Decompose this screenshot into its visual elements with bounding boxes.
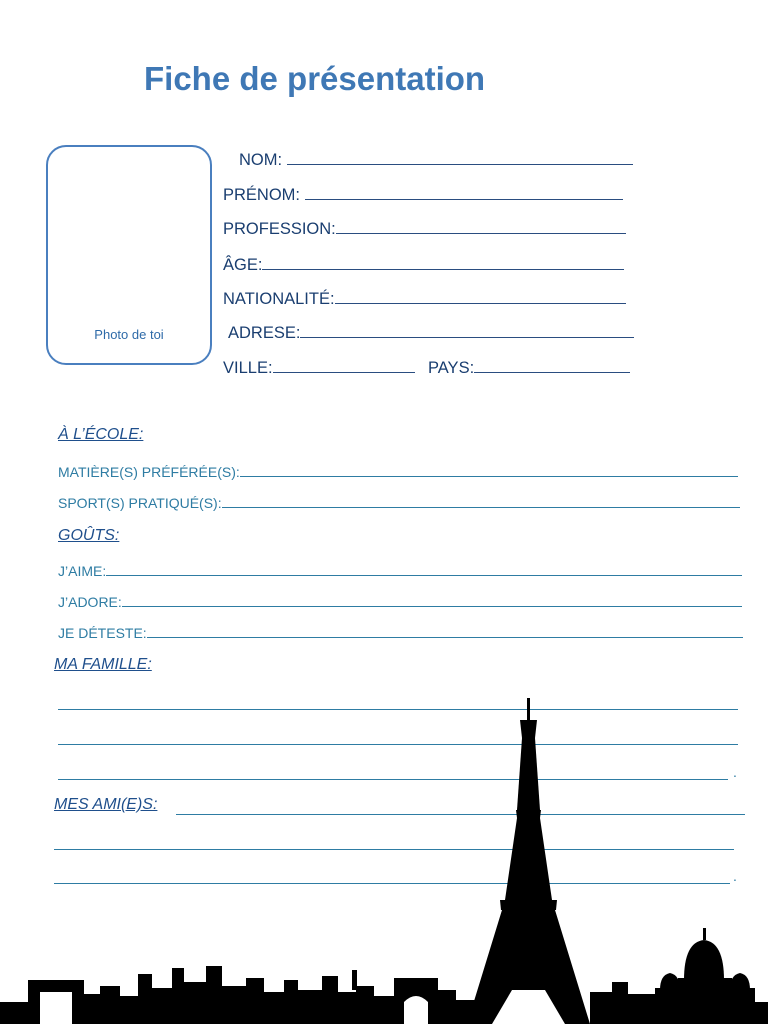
famille-heading: MA FAMILLE:: [54, 656, 152, 673]
age-label: ÂGE:: [223, 256, 263, 274]
pays-field[interactable]: [428, 357, 630, 378]
aime-line[interactable]: [106, 562, 742, 576]
nom-label: NOM:: [239, 151, 283, 169]
basilica-icon: [655, 928, 768, 1024]
photo-box[interactable]: [46, 145, 212, 365]
ville-line[interactable]: [273, 357, 415, 373]
sports-label: SPORT(S) PRATIQUÉ(S):: [58, 495, 222, 511]
matieres-field[interactable]: [58, 463, 738, 481]
eiffel-tower-icon: [467, 698, 590, 1024]
nationalite-label: NATIONALITÉ:: [223, 290, 335, 308]
adresse-line[interactable]: [300, 322, 634, 338]
deteste-field[interactable]: [58, 624, 743, 642]
nationalite-field[interactable]: [223, 288, 626, 309]
arc-de-triomphe-icon: [394, 978, 438, 1024]
profession-label: PROFESSION:: [223, 220, 336, 238]
sports-line[interactable]: [222, 494, 740, 508]
prenom-line[interactable]: [305, 184, 623, 200]
sports-field[interactable]: [58, 494, 740, 512]
pays-line[interactable]: [474, 357, 630, 373]
nom-line[interactable]: [287, 149, 633, 165]
amis-heading: MES AMI(E)S:: [54, 796, 158, 813]
matieres-line[interactable]: [240, 463, 738, 477]
grande-arche-icon: [28, 980, 84, 1024]
deteste-line[interactable]: [147, 624, 743, 638]
page-title: Fiche de présentation: [144, 60, 486, 97]
prenom-field[interactable]: [223, 184, 623, 205]
deteste-label: JE DÉTESTE:: [58, 625, 147, 641]
adore-line[interactable]: [122, 593, 742, 607]
aime-label: J’AIME:: [58, 563, 107, 579]
pays-label: PAYS:: [428, 359, 475, 377]
adresse-label: ADRESE:: [228, 324, 301, 342]
adore-label: J’ADORE:: [58, 594, 122, 610]
famille-end-mark: .: [733, 764, 737, 780]
profession-field[interactable]: [223, 218, 626, 239]
nationalite-line[interactable]: [335, 288, 626, 304]
nom-field[interactable]: [239, 149, 633, 170]
aime-field[interactable]: [58, 562, 742, 580]
ville-field[interactable]: [223, 357, 415, 378]
matieres-label: MATIÈRE(S) PRÉFÉRÉE(S):: [58, 464, 240, 480]
ville-label: VILLE:: [223, 359, 273, 377]
age-line[interactable]: [262, 254, 624, 270]
paris-skyline-illustration: [0, 690, 768, 1024]
adresse-field[interactable]: [228, 322, 634, 343]
ecole-heading: À L’ÉCOLE:: [58, 426, 144, 443]
profession-line[interactable]: [336, 218, 626, 234]
amis-end-mark: .: [733, 868, 737, 884]
prenom-label: PRÉNOM:: [223, 186, 301, 204]
gouts-heading: GOÛTS:: [58, 527, 120, 544]
adore-field[interactable]: [58, 593, 742, 611]
age-field[interactable]: [223, 254, 624, 275]
photo-caption: Photo de toi: [94, 327, 164, 342]
